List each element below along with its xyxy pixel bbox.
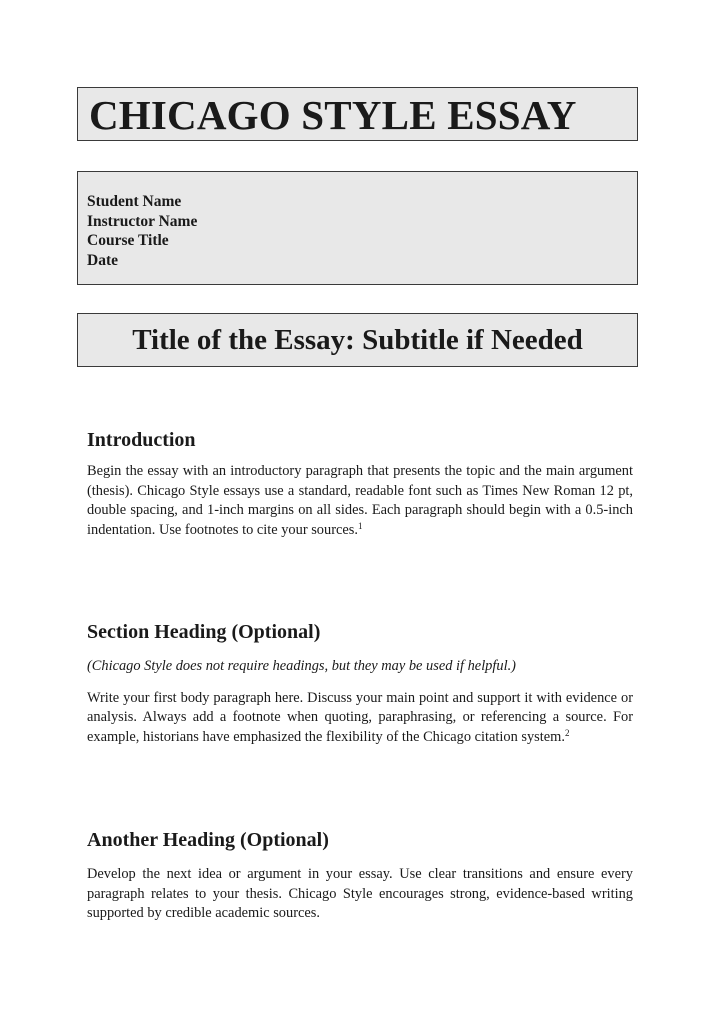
section-paragraph <box>87 462 633 541</box>
section-heading: Introduction <box>87 429 196 451</box>
footnote-mark: 2 <box>564 728 570 739</box>
paragraph-text: Develop the next idea or argument in your essay. Use clear transitions and ensure every paragraph relates to your thesis. Chicago Style encourages strong, evidence-based writing supported by credible academic sources. <box>87 866 633 922</box>
section-paragraph <box>87 865 633 924</box>
footnote-mark: 1 <box>357 521 363 532</box>
section-paragraph <box>87 689 633 748</box>
section-note: (Chicago Style does not require headings, but they may be used if helpful.) <box>87 658 516 674</box>
paragraph-text: Write your first body paragraph here. Discuss your main point and support it with evidence or analysis. Always add a footnote when quoting, paraphrasing, or referencing a source. For example, historians have emphasized the flexibility of the Chicago citation system. <box>87 689 633 746</box>
student-info-box <box>77 171 638 285</box>
body-section-2 <box>87 828 633 924</box>
student-info-list <box>87 192 197 270</box>
date: Date <box>87 251 118 269</box>
instructor-name: Instructor Name <box>87 212 198 230</box>
body-section-1 <box>87 620 633 748</box>
introduction-section <box>87 428 633 541</box>
section-heading: Section Heading (Optional) <box>87 621 321 643</box>
section-heading: Another Heading (Optional) <box>87 829 329 851</box>
title-banner <box>77 87 638 141</box>
course-title: Course Title <box>87 232 169 249</box>
student-name: Student Name <box>87 193 182 210</box>
essay-title-banner <box>77 313 638 367</box>
paragraph-text: Begin the essay with an introductory paragraph that presents the topic and the main argument (thesis). Chicago Style essays use a standard, readable font such as Times New Roman 12 pt, double spacing, and 1-inch margins on all sides. Each paragraph should begin with a 0.5-inch indentation. Use footnotes to cite your sources. <box>87 463 633 539</box>
document-title: CHICAGO STYLE ESSAY <box>89 92 577 138</box>
essay-title: Title of the Essay: Subtitle if Needed <box>132 324 583 356</box>
